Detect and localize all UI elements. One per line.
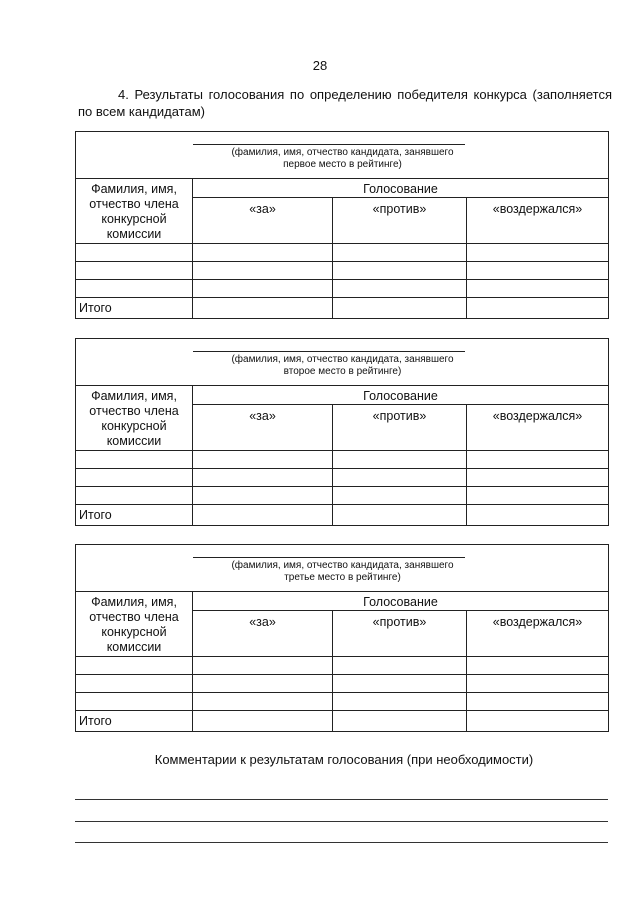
vote-for-cell[interactable] — [193, 657, 333, 675]
table-row — [76, 469, 609, 487]
vote-abstain-cell[interactable] — [467, 693, 609, 711]
vote-abstain-header: «воздержался» — [467, 611, 609, 657]
candidate-name-cell[interactable] — [76, 339, 609, 386]
vote-abstain-cell[interactable] — [467, 244, 609, 262]
voting-header: Голосование — [193, 179, 609, 198]
vote-abstain-cell[interactable] — [467, 451, 609, 469]
vote-against-cell[interactable] — [333, 469, 467, 487]
vote-against-cell[interactable] — [333, 657, 467, 675]
vote-against-header: «против» — [333, 405, 467, 451]
vote-abstain-cell[interactable] — [467, 487, 609, 505]
member-name-header: Фамилия, имя, отчество члена конкурсной комиссии — [76, 592, 193, 657]
vote-abstain-cell[interactable] — [467, 280, 609, 298]
table-row — [76, 657, 609, 675]
vote-for-cell[interactable] — [193, 487, 333, 505]
member-cell[interactable] — [76, 280, 193, 298]
vote-against-cell[interactable] — [333, 451, 467, 469]
voting-table-second-place — [75, 338, 609, 526]
total-label: Итого — [76, 505, 193, 526]
vote-for-cell[interactable] — [193, 693, 333, 711]
table-row — [76, 280, 609, 298]
total-label: Итого — [76, 298, 193, 319]
total-for-cell[interactable] — [193, 505, 333, 526]
candidate-name-line — [193, 351, 465, 352]
vote-for-header: «за» — [193, 198, 333, 244]
voting-header: Голосование — [193, 592, 609, 611]
total-abstain-cell[interactable] — [467, 298, 609, 319]
vote-abstain-cell[interactable] — [467, 657, 609, 675]
vote-against-cell[interactable] — [333, 693, 467, 711]
comment-line[interactable] — [75, 842, 608, 843]
member-cell[interactable] — [76, 469, 193, 487]
vote-against-cell[interactable] — [333, 262, 467, 280]
total-row — [76, 711, 609, 732]
vote-for-cell[interactable] — [193, 280, 333, 298]
total-row — [76, 505, 609, 526]
table-row — [76, 262, 609, 280]
voting-table-third-place — [75, 544, 609, 732]
vote-against-cell[interactable] — [333, 244, 467, 262]
table-row — [76, 675, 609, 693]
vote-abstain-header: «воздержался» — [467, 198, 609, 244]
vote-against-cell[interactable] — [333, 280, 467, 298]
vote-for-cell[interactable] — [193, 451, 333, 469]
table-row — [76, 487, 609, 505]
member-cell[interactable] — [76, 262, 193, 280]
vote-against-header: «против» — [333, 198, 467, 244]
member-cell[interactable] — [76, 244, 193, 262]
vote-for-cell[interactable] — [193, 469, 333, 487]
member-cell[interactable] — [76, 657, 193, 675]
vote-for-cell[interactable] — [193, 244, 333, 262]
vote-for-header: «за» — [193, 611, 333, 657]
candidate-caption: (фамилия, имя, отчество кандидата, занявшего второе место в рейтинге) — [231, 354, 454, 377]
voting-table-first-place — [75, 131, 609, 319]
page-number: 28 — [312, 58, 328, 73]
vote-for-cell[interactable] — [193, 262, 333, 280]
total-against-cell[interactable] — [333, 505, 467, 526]
vote-for-cell[interactable] — [193, 675, 333, 693]
total-label: Итого — [76, 711, 193, 732]
vote-abstain-cell[interactable] — [467, 469, 609, 487]
total-against-cell[interactable] — [333, 298, 467, 319]
vote-against-cell[interactable] — [333, 675, 467, 693]
vote-abstain-cell[interactable] — [467, 262, 609, 280]
section-heading: 4. Результаты голосования по определению победителя конкурса (заполняется по всем кандидатам) — [78, 87, 612, 119]
voting-header: Голосование — [193, 386, 609, 405]
candidate-name-cell[interactable] — [76, 545, 609, 592]
member-cell[interactable] — [76, 675, 193, 693]
member-cell[interactable] — [76, 451, 193, 469]
total-row — [76, 298, 609, 319]
total-against-cell[interactable] — [333, 711, 467, 732]
comment-line[interactable] — [75, 821, 608, 822]
table-row — [76, 244, 609, 262]
candidate-name-cell[interactable] — [76, 132, 609, 179]
total-for-cell[interactable] — [193, 298, 333, 319]
vote-against-cell[interactable] — [333, 487, 467, 505]
candidate-caption: (фамилия, имя, отчество кандидата, занявшего первое место в рейтинге) — [231, 147, 454, 170]
vote-abstain-cell[interactable] — [467, 675, 609, 693]
total-for-cell[interactable] — [193, 711, 333, 732]
vote-for-header: «за» — [193, 405, 333, 451]
member-name-header: Фамилия, имя, отчество члена конкурсной комиссии — [76, 386, 193, 451]
total-abstain-cell[interactable] — [467, 505, 609, 526]
vote-abstain-header: «воздержался» — [467, 405, 609, 451]
table-row — [76, 451, 609, 469]
comment-line[interactable] — [75, 799, 608, 800]
member-cell[interactable] — [76, 693, 193, 711]
vote-against-header: «против» — [333, 611, 467, 657]
total-abstain-cell[interactable] — [467, 711, 609, 732]
member-name-header: Фамилия, имя, отчество члена конкурсной комиссии — [76, 179, 193, 244]
candidate-name-line — [193, 144, 465, 145]
member-cell[interactable] — [76, 487, 193, 505]
candidate-name-line — [193, 557, 465, 558]
table-row — [76, 693, 609, 711]
candidate-caption: (фамилия, имя, отчество кандидата, занявшего третье место в рейтинге) — [231, 560, 454, 583]
comments-heading: Комментарии к результатам голосования (при необходимости) — [154, 752, 534, 767]
